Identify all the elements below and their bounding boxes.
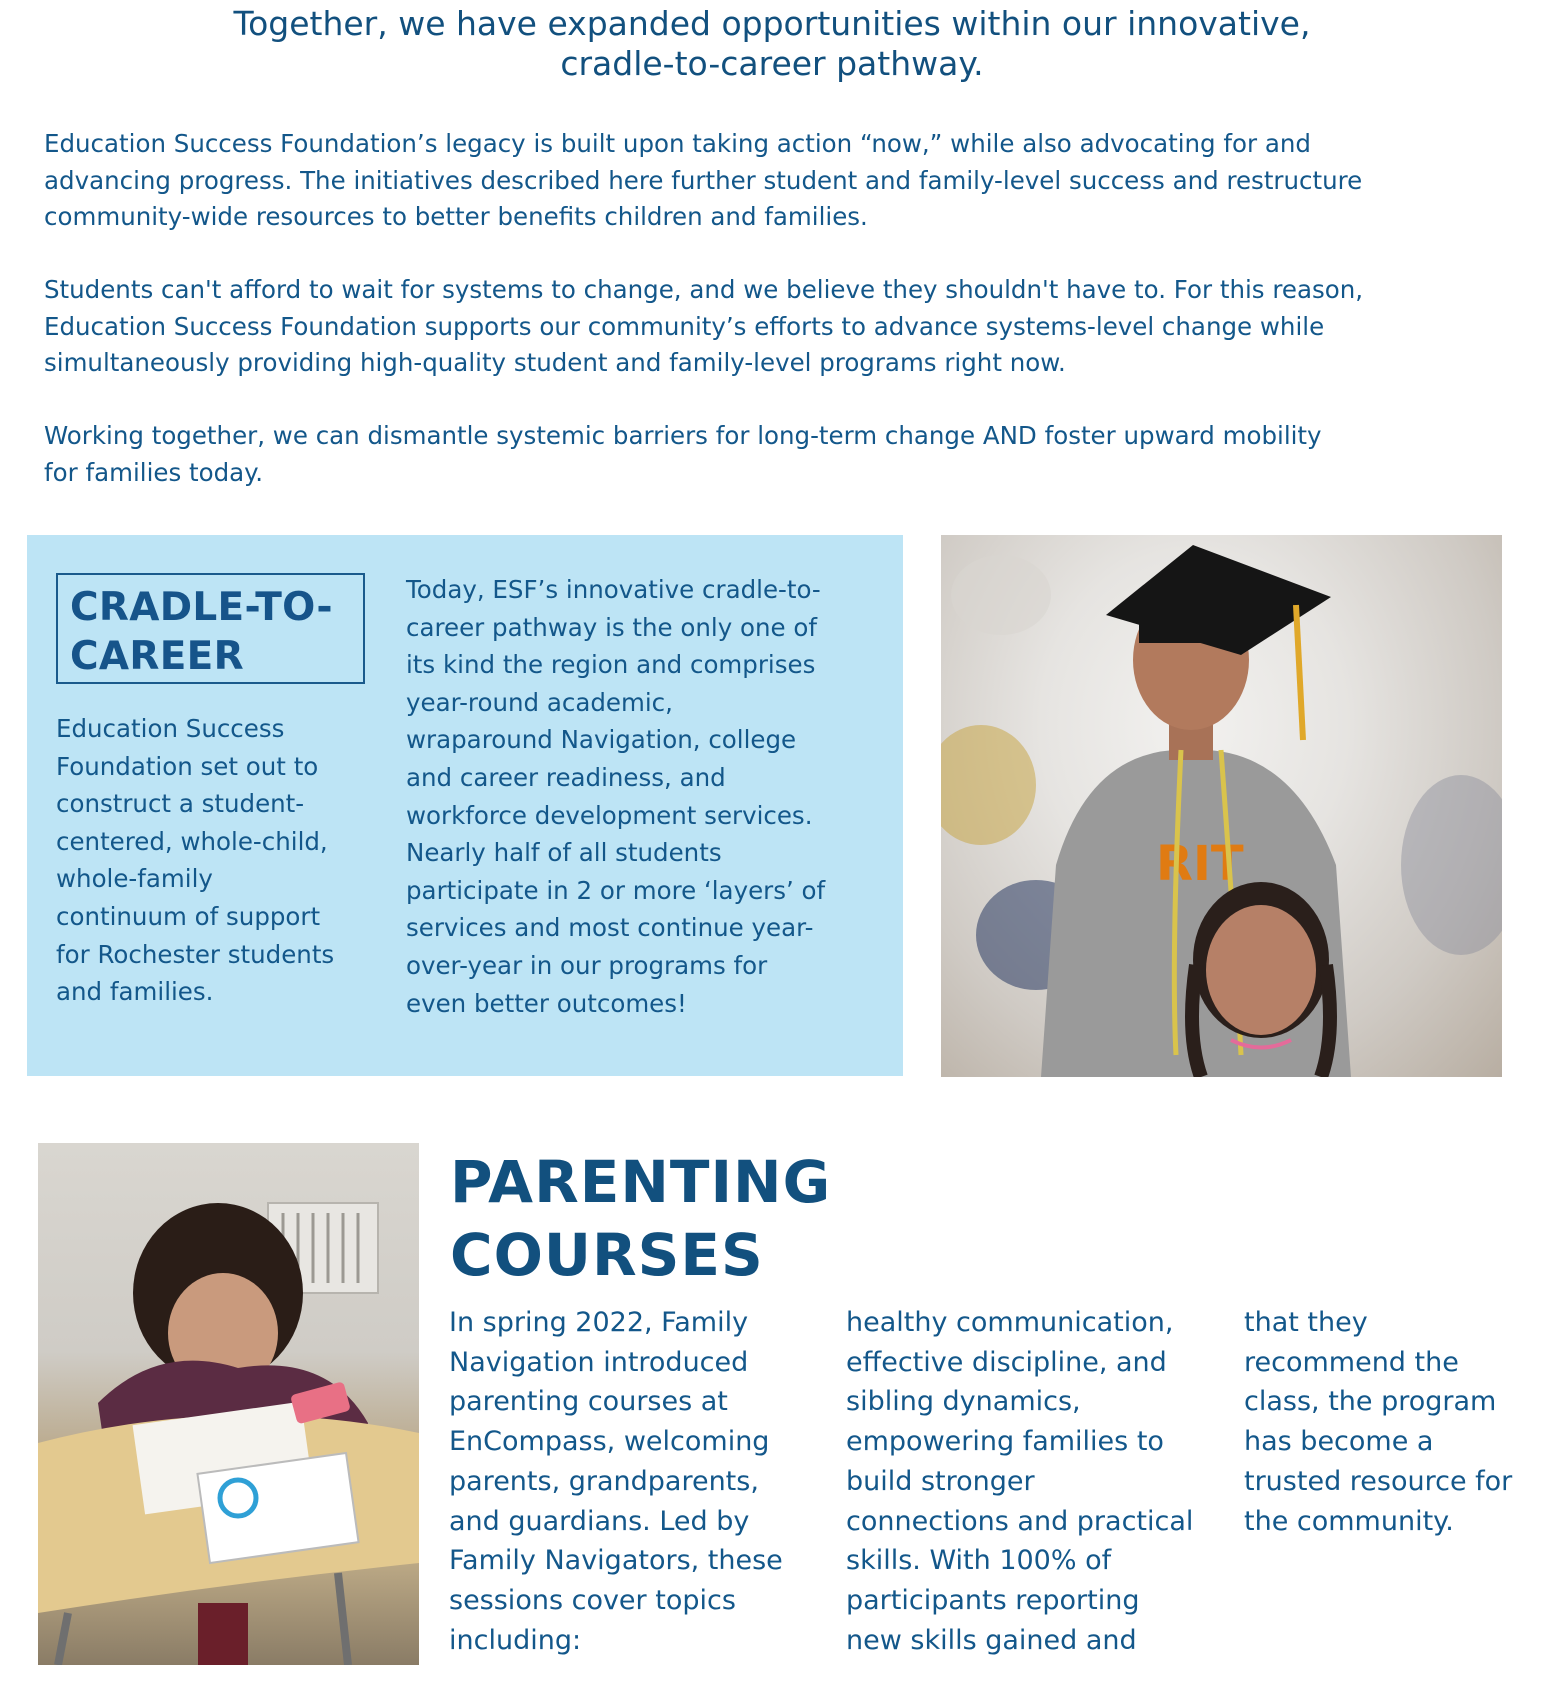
intro-p2-line: Education Success Foundation supports our community’s efforts to advance systems-level change while	[44, 311, 1325, 341]
text-line: services and most continue year-	[406, 913, 814, 943]
title-line-1: PARENTING	[450, 1148, 832, 1216]
text-line: sibling dynamics,	[846, 1386, 1081, 1418]
intro-p3-line: Working together, we can dismantle systemic barriers for long-term change AND foster upward mobility	[44, 421, 1322, 450]
intro-p2-line: Students can't afford to wait for systems to change, and we believe they shouldn't have to. For this reason,	[44, 275, 1364, 304]
text-line: year-round academic,	[406, 687, 673, 717]
text-line: parenting courses at	[449, 1386, 728, 1418]
text-line: workforce development services.	[406, 800, 813, 830]
page-headline	[0, 4, 1544, 84]
heading-line-1: CRADLE-TO-	[70, 585, 333, 630]
intro-p2-line: simultaneously providing high-quality student and family-level programs right now.	[44, 348, 1066, 377]
text-line: the community.	[1244, 1505, 1454, 1537]
parenting-class-photo	[38, 1143, 419, 1665]
text-line: and career readiness, and	[406, 762, 726, 792]
intro-paragraph-3	[44, 418, 1514, 491]
intro-paragraph-1	[44, 126, 1514, 236]
parenting-courses-title	[450, 1146, 831, 1292]
text-line: continuum of support	[56, 901, 321, 931]
graduate-photo	[941, 535, 1502, 1077]
text-line: recommend the	[1244, 1346, 1459, 1378]
text-line: healthy communication,	[846, 1307, 1174, 1338]
intro-p1-line: advancing progress. The initiatives described here further student and family-level success and restructure	[44, 165, 1363, 195]
text-line: construct a student-	[56, 789, 305, 819]
text-line: Foundation set out to	[56, 751, 319, 781]
text-line: that they	[1244, 1307, 1368, 1338]
headline-line-2: cradle-to-career pathway.	[560, 44, 984, 83]
text-line: sessions cover topics	[449, 1584, 736, 1616]
text-line: trusted resource for	[1244, 1465, 1513, 1497]
text-line: EnCompass, welcoming	[449, 1426, 770, 1458]
text-line: In spring 2022, Family	[449, 1307, 749, 1338]
shirt-logo-text: RIT	[1156, 836, 1244, 892]
cradle-to-career-heading	[56, 573, 365, 684]
cradle-to-career-right-text	[406, 571, 876, 1022]
text-line: new skills gained and	[846, 1624, 1137, 1656]
title-line-2: COURSES	[450, 1221, 764, 1289]
graduate-photo-illustration	[941, 535, 1502, 1077]
intro-p3-line: for families today.	[44, 457, 263, 487]
text-line: effective discipline, and	[846, 1346, 1167, 1378]
text-line: including:	[449, 1624, 582, 1656]
text-line: empowering families to	[846, 1426, 1164, 1458]
text-line: Navigation introduced	[449, 1346, 749, 1378]
text-line: participants reporting	[846, 1584, 1140, 1616]
parenting-class-photo-illustration	[38, 1143, 419, 1665]
text-line: participate in 2 or more ‘layers’ of	[406, 875, 826, 905]
text-line: wraparound Navigation, college	[406, 725, 797, 755]
text-line: even better outcomes!	[406, 988, 687, 1018]
parenting-column-2	[846, 1303, 1193, 1660]
text-line: Nearly half of all students	[406, 838, 722, 868]
text-line: centered, whole-child,	[56, 826, 328, 856]
parenting-column-1	[449, 1303, 783, 1660]
intro-paragraph-2	[44, 272, 1514, 382]
text-line: and families.	[56, 977, 214, 1007]
headline-line-1: Together, we have expanded opportunities within our innovative,	[233, 4, 1311, 43]
text-line: career pathway is the only one of	[406, 612, 818, 642]
text-line: and guardians. Led by	[449, 1505, 750, 1537]
heading-line-2: CAREER	[70, 634, 244, 679]
cradle-to-career-left-text	[56, 710, 376, 1011]
text-line: Today, ESF’s innovative cradle-to-	[406, 575, 821, 604]
text-line: whole-family	[56, 864, 213, 894]
parenting-column-3	[1244, 1303, 1512, 1541]
text-line: parents, grandparents,	[449, 1465, 759, 1497]
text-line: over-year in our programs for	[406, 950, 768, 980]
text-line: its kind the region and comprises	[406, 650, 816, 680]
text-line: for Rochester students	[56, 939, 335, 969]
text-line: has become a	[1244, 1426, 1434, 1458]
text-line: connections and practical	[846, 1505, 1194, 1537]
text-line: class, the program	[1244, 1386, 1497, 1418]
text-line: build stronger	[846, 1465, 1035, 1497]
intro-p1-line: Education Success Foundation’s legacy is built upon taking action “now,” while also advocating for and	[44, 129, 1311, 158]
intro-p1-line: community-wide resources to better benefits children and families.	[44, 202, 868, 231]
text-line: Education Success	[56, 714, 285, 743]
text-line: skills. With 100% of	[846, 1545, 1112, 1577]
text-line: Family Navigators, these	[449, 1545, 783, 1577]
